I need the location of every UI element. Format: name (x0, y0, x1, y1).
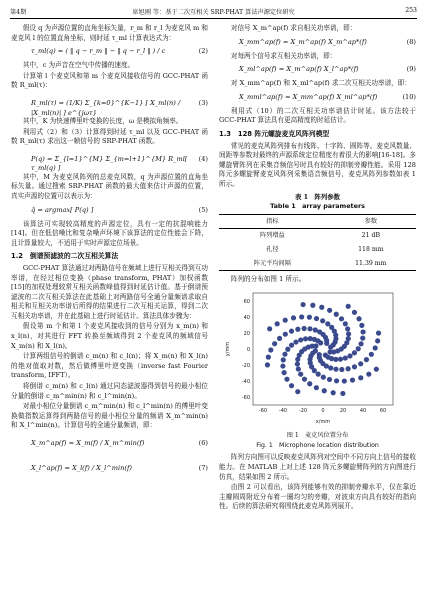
paragraph: 假设 q 为声源位置的直角坐标矢量，r_m 和 r_l 为麦克风 m 和麦克风 l 的位置直角坐标，则时延 τ_ml 计算表达式为： (11, 24, 208, 42)
microphone-point (272, 341, 277, 346)
microphone-point (298, 371, 303, 376)
microphone-point (352, 364, 357, 369)
y-tick-label: -20 (241, 362, 250, 369)
microphone-point (343, 355, 348, 360)
equation-3: R_ml(τ) = (1/K) Σ_{k=0}^{K−1} [ X_ml(n) / |X_ml(n)| ] e^{jωτ} (3) (31, 98, 208, 117)
microphone-point (329, 324, 334, 329)
microphone-point (307, 381, 312, 386)
microphone-point (356, 346, 361, 351)
equation-10: X_mml^ap(f) = X_mm^ap(f) X_ml^ap*(f) (10) (239, 92, 416, 101)
microphone-point (369, 351, 374, 356)
microphone-point (314, 385, 319, 390)
page-number: 253 (405, 7, 417, 14)
equation-2: τ_ml(q) = ( ‖ q − r_m ‖ − ‖ q − r_l ‖ ) / c (2) (31, 47, 208, 56)
microphone-point (296, 366, 301, 371)
paragraph: 对 X_mm^ap(f) 和 X_ml^ap(f) 求二次互相关功率谱，即： (230, 79, 411, 88)
microphone-point (375, 338, 380, 343)
y-tick-label: -40 (241, 378, 250, 385)
table-cell: 118 mm (358, 245, 384, 253)
microphone-point (356, 316, 361, 321)
microphone-point (364, 357, 369, 362)
paragraph: 计算第 l 个麦克风和第 m 个麦克风接收信号的 GCC-PHAT 函数 R_ml(τ)： (11, 71, 208, 90)
paragraph: 阵列方向图可以反映麦克风阵列对空间中不同方向上信号的接收能力。在 MATLAB 上对上述 128 阵元多螺旋臂阵列的方向图进行仿真，结果如图 2 所示。 (219, 453, 416, 481)
microphone-point (350, 377, 355, 382)
microphone-point (268, 347, 273, 352)
microphone-point (352, 350, 357, 355)
equation-8: X_mm^ap(f) = X_m^ap(f) X_m^ap*(f) (8) (239, 37, 416, 46)
microphone-point (338, 356, 343, 361)
microphone-point (307, 314, 312, 319)
microphone-point (333, 366, 338, 371)
paragraph: GCC-PHAT 算法通过对两路信号在频域上进行互相关得到互功率谱，在经过相位变换（phase transform, PHAT）加权函数[15]的加权处理较常互相关函数峰值得到时延估计值。基于倒谱预滤波的二次互相关算法在此基础上对两路信号全通分量频谱求取自相关和互相关功率谱后所得的结果进行二次互相关运算，得到二次互相关功率谱，并在此基础上进行时延估计。算法具体步骤为： (11, 263, 208, 320)
microphone-point (327, 307, 332, 312)
right-column (219, 24, 416, 513)
y-tick-label: 60 (243, 298, 250, 305)
microphone-point (280, 363, 285, 368)
microphone-point (334, 378, 339, 383)
microphone-point (314, 316, 319, 321)
table-cell: 阵元平均间隔 (219, 257, 326, 271)
figure-1 (219, 289, 416, 451)
microphone-point (374, 366, 379, 371)
plot-frame (253, 293, 393, 405)
microphone-point (282, 370, 287, 375)
microphone-point (265, 362, 270, 367)
microphone-point (281, 357, 286, 362)
y-tick-label: 0 (246, 346, 250, 353)
x-tick-label: 60 (379, 407, 387, 414)
paragraph: 利用式（10）的二次互相关功率谱估计时延。该方法较于 GCC-PHAT 算法具有更高精度的时延估计。 (219, 106, 416, 125)
y-tick-label: -60 (241, 394, 250, 401)
microphone-point (291, 315, 296, 320)
figure-caption-en: Fig. 1 Microphone location distribution (256, 441, 379, 449)
paragraph: 由图 2 可以看出，该阵列能够有效的抑制旁瓣水平，仅在靠近主瓣圆周附近分布着一圈均匀的旁瓣，对波束方向具有较好的指向性。后续的算法研究将围绕此麦克风阵列展开。 (219, 483, 416, 511)
microphone-point (342, 378, 347, 383)
table-header-cell: 参数 (326, 214, 416, 229)
microphone-point (310, 302, 315, 307)
x-tick-label: -60 (258, 407, 268, 414)
microphone-point (295, 389, 300, 394)
microphone-point (312, 368, 317, 373)
left-column (11, 24, 208, 482)
microphone-point (319, 304, 324, 309)
paragraph: 阵列的分布如图 1 所示。 (230, 275, 306, 284)
table-cell: 孔径 (266, 245, 279, 253)
microphone-point (334, 311, 339, 316)
microphone-point (307, 326, 312, 331)
x-tick-label: 20 (339, 407, 347, 414)
paragraph: 对每两个信号求互相关功率谱，即： (230, 51, 337, 60)
microphone-point (358, 341, 363, 346)
table-cell: 11.39 mm (326, 257, 416, 271)
microphone-point (339, 316, 344, 321)
y-tick-label: 40 (243, 314, 250, 321)
microphone-point (295, 326, 300, 331)
microphone-point (275, 321, 280, 326)
microphone-point (313, 327, 318, 332)
microphone-point (325, 321, 330, 326)
y-tick-label: 20 (243, 330, 250, 337)
microphone-point (345, 326, 350, 331)
microphone-point (283, 317, 288, 322)
issue-number: 第4期 (10, 9, 27, 16)
microphone-point (289, 328, 294, 333)
paragraph: 对信号 X_m^ap(f) 求自相关功率谱，即： (230, 24, 357, 32)
table-row (219, 229, 416, 243)
microphone-point (299, 314, 304, 319)
microphone-point (360, 335, 365, 340)
table-caption-en: Table 1 array parameters (270, 202, 365, 211)
microphone-point (358, 375, 363, 380)
microphone-point (333, 356, 338, 361)
microphone-point (331, 390, 336, 395)
parameters-table (219, 214, 416, 271)
equation-7: X_l^ap(f) = X_l(f) / X_l^min(f) (7) (31, 464, 208, 472)
microphone-point (339, 367, 344, 372)
microphone-point (359, 322, 364, 327)
microphone-point (266, 354, 271, 359)
y-axis-label: y/mm (225, 341, 231, 356)
paragraph: 对最小相位分量倒谱 c_m^min(n) 和 c_l^min(n) 的傅里叶变换做指数运算得到两路信号的最小相位分量的频谱 X_m^min(n) 和 X_l^min(n)。计算信号的全通分量频谱，即： (11, 402, 208, 430)
microphone-point (284, 376, 289, 381)
figure-caption: 图 1 麦克风位置分布 (286, 432, 349, 440)
microphone-point (321, 374, 326, 379)
microphone-point (358, 361, 363, 366)
microphone-point (347, 353, 352, 358)
microphone-point (327, 377, 332, 382)
equation-4: P(q) = Σ_{l=1}^{M} Σ_{m=l+1}^{M} R_ml[ τ_ml(q) ] (4) (31, 154, 208, 173)
x-tick-label: -40 (278, 407, 288, 414)
microphone-point (366, 371, 371, 376)
table-header-cell: 指标 (219, 214, 326, 229)
running-header (10, 6, 417, 19)
microphone-point (302, 376, 307, 381)
equation-6: X_m^ap(f) = X_m(f) / X_m^min(f) (6) (31, 439, 208, 447)
microphone-point (289, 383, 294, 388)
x-tick-label: 40 (359, 407, 367, 414)
section-heading: 1.2 倒谱预滤波的二次互相关算法 (11, 252, 119, 261)
microphone-point (343, 321, 348, 326)
x-tick-label: 0 (321, 407, 325, 414)
microphone-point (352, 309, 357, 314)
microphone-point (373, 345, 378, 350)
microphone-point (282, 351, 287, 356)
microphone-point (322, 388, 327, 393)
microphone-point (295, 361, 300, 366)
microphone-point (302, 326, 307, 331)
microphone-point (308, 336, 313, 341)
microphone-point (376, 330, 381, 335)
table-row (219, 257, 416, 271)
running-title: 席旭刚 等：基于二次互相关 SRP-PHAT 算法声源定位研究 (132, 9, 295, 16)
x-axis-label: x/mm (315, 418, 331, 425)
paragraph: 利用式（2）和（3）计算得到时延 τ_ml 以及 GCC-PHAT 函数 R_ml(τ) 求出这一帧信号的 SRP-PHAT 函数。 (11, 127, 208, 146)
paragraph: 其中，M 为麦克风阵列的总麦克风数，q 为声源位置的直角坐标矢量。通过搜索 SRP-PHAT 函数的最大值来估计声源的位置，真实声源的位置可以表示为： (11, 172, 208, 200)
microphone-point (360, 329, 365, 334)
table-cell: 阵列增益 (259, 232, 285, 240)
microphone-point (340, 391, 345, 396)
microphone-point (320, 318, 325, 323)
table-cell: 21 dB (361, 232, 381, 240)
microphone-point (295, 356, 300, 361)
table-caption: 表 1 阵列参数 (294, 192, 340, 201)
microphone-scatter-plot (219, 289, 416, 427)
microphone-point (346, 366, 351, 371)
microphone-point (301, 302, 306, 307)
paragraph: 常见的麦克风阵列排布有线阵、十字阵、圆阵等。麦克风数量、间距等参数对最终的声源系统定位精度有着很大的影响[16-18]。多螺旋臂阵列在采集音频信号时具有较好的抑制旁瓣性能。采用 128 阵元多螺旋臂麦克风阵列采集语音频信号，麦克风阵列参数如表 1 所示。 (219, 141, 416, 188)
paragraph: 其中，c 为声音在空气中传播的速度。 (22, 61, 135, 70)
microphone-point (277, 335, 282, 340)
table-row (219, 243, 416, 257)
section-heading: 1.3 128 阵元螺旋麦克风阵列模型 (219, 129, 330, 138)
microphone-point (293, 339, 298, 344)
microphone-point (346, 336, 351, 341)
microphone-point (283, 331, 288, 336)
equation-5: q̂ = argmax[ P(q) ] (5) (31, 205, 208, 214)
microphone-point (285, 346, 290, 351)
microphone-point (346, 331, 351, 336)
microphone-point (316, 371, 321, 376)
paragraph: 其中，K 为快速傅里叶变换的长度，ω 是模拟角频率。 (22, 116, 183, 125)
x-tick-label: -20 (298, 407, 308, 414)
paragraph: 假设第 m 个和第 l 个麦克风接收到的信号分别为 x_m(n) 和 x_l(n)，对其进行 FFT 转换至频域得到 2 个麦克风的频域信号 X_m(n) 和 X_l(n)。 (11, 322, 208, 350)
paragraph: 将倒谱 c_m(n) 和 c_l(n) 通过同态滤波器得到信号的最小相位分量的倒谱 c_m^min(n) 和 c_l^min(n)。 (11, 382, 208, 400)
paragraph: 该算法可实现较高精度的声源定位，具有一定的抗混响能力[14]。但在低信噪比和复杂噪声环境下该算法的定位性能会下降，且计算量较大，不适用于实时声源定位场景。 (11, 219, 208, 247)
microphone-point (267, 326, 272, 331)
microphone-point (303, 336, 308, 341)
microphone-point (289, 342, 294, 347)
microphone-point (328, 365, 333, 370)
microphone-point (298, 337, 303, 342)
microphone-point (346, 303, 351, 308)
paragraph: 计算两组信号的倒谱 c_m(n) 和 c_l(n)；将 X_m(n) 和 X_l(n) 的绝对值取对数，然后做傅里叶逆变换（inverse fast Fourier transform, IFFT）。 (11, 352, 208, 380)
equation-9: X_ml^ap(f) = X_m^ap(f) X_l^ap*(f) (9) (239, 65, 416, 74)
table-header-row (219, 214, 416, 229)
